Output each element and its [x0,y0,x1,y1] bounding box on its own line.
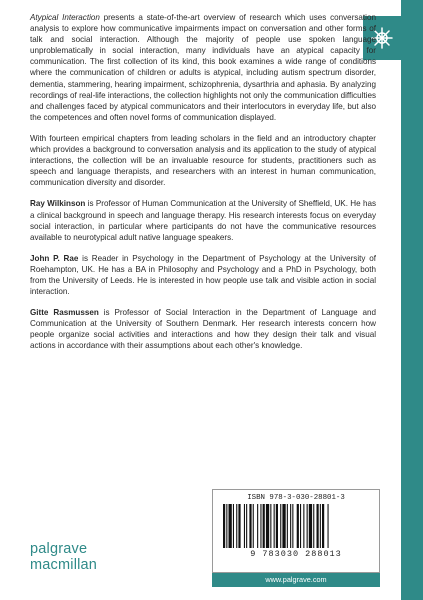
barcode-bar [300,504,301,548]
back-cover-text [30,12,376,362]
description-paragraph-1 [30,12,376,123]
barcode-bar [317,504,319,548]
barcode-box [212,489,380,573]
description-paragraph-2: With fourteen empirical chapters from leading scholars in the field and an introductory chapter which provides a background to conversation analysis and its application to the study of atypical interactions, the collection will be an invaluable resource for students, practitioners such as speech and language therapists, and researchers with an interest in human communication, communication diversity and disorder. [30,133,376,188]
barcode-bar [282,504,285,548]
description-text: presents a state-of-the-art overview of research which uses conversation analysis to explore how communicative impairments impact on conversation and other forms of talk and social interaction. Although the majority of people use spoken language unproblematically in social interaction, many individuals have an atypical capacity for communication. The first collection of its kind, this book examines a wide range of conditions where the communication of children or adults is atypical, including autism spectrum disorder, dementia, stammering, hearing impairment, schizophrenia, dysarthria and aphasia. By analyzing recordings of real-life interactions, the collection highlights not only the communication difficulties and challenges faced by atypical communicators and their interlocutors in everyday life, but also the competences and often novel forms of communication displayed. [30,13,376,122]
barcode-bar [263,504,265,548]
barcode-bar [246,504,247,548]
barcode-bar [320,504,321,548]
barcode-bar [238,504,240,548]
barcode-bar [313,504,314,548]
barcode-bar [292,504,293,548]
barcode-bar [322,504,324,548]
isbn-label: ISBN 978-3-030-28801-3 [247,494,345,502]
barcode-bar [276,504,278,548]
publisher-name-line-1: palgrave [30,541,88,557]
barcode-bar [257,504,258,548]
barcode-bar [270,504,271,548]
author-bio-text: is Professor of Social Interaction in the Department of Language and Communication at the University of Southern Denmark. Her research interests concern how people organize social activities and interactions and how they design their talk and visual actions in accordance with their assumptions about each other's knowledge. [30,308,376,351]
spine-strip [401,0,423,600]
author-bio-text: is Reader in Psychology in the Department of Psychology at the University of Roehampton, UK. He has a BA in Philosophy and Psychology and a PhD in Psychology, both from the University of Leeds. He is interested in how people use talk and visible action in social interaction. [30,253,376,297]
author-bio-2 [30,253,376,297]
author-name: John P. Rae [30,253,79,263]
publisher-name-line-2: macmillan [30,557,98,573]
publisher-url: www.palgrave.com [212,573,380,587]
barcode-bar [280,504,281,548]
barcode-bar [303,504,304,548]
author-name: Gitte Rasmussen [30,308,99,318]
barcode-bar [297,504,299,548]
barcode-bar [249,504,251,548]
book-title-italic: Atypical Interaction [30,13,100,22]
publisher-logo [30,541,97,573]
barcode-bar [244,504,245,548]
barcode-bar [236,504,237,548]
barcode-bar [290,504,291,548]
barcode-digits: 9 783030 288013 [250,549,342,559]
barcode-bar [307,504,308,548]
barcode-icon [221,504,371,548]
author-bio-3 [30,307,376,351]
author-name: Ray Wilkinson [30,199,86,209]
barcode-bar [328,504,329,548]
barcode-bar [226,504,227,548]
barcode-bar [266,504,269,548]
barcode-bar [229,504,232,548]
barcode-bar [287,504,288,548]
author-bio-text: is Professor of Human Communication at the University of Sheffield, UK. He has a clinical background in speech and language therapy. His research interests focus on everyday social interaction, in particular where participants do not have the communicative resources available to neurotypical adult native language speakers. [30,199,376,242]
barcode-bar [309,504,312,548]
barcode-bar [274,504,275,548]
barcode-bar [260,504,261,548]
barcode-bar [233,504,234,548]
barcode-bar [223,504,225,548]
barcode-bar [253,504,254,548]
author-bio-1 [30,198,376,242]
